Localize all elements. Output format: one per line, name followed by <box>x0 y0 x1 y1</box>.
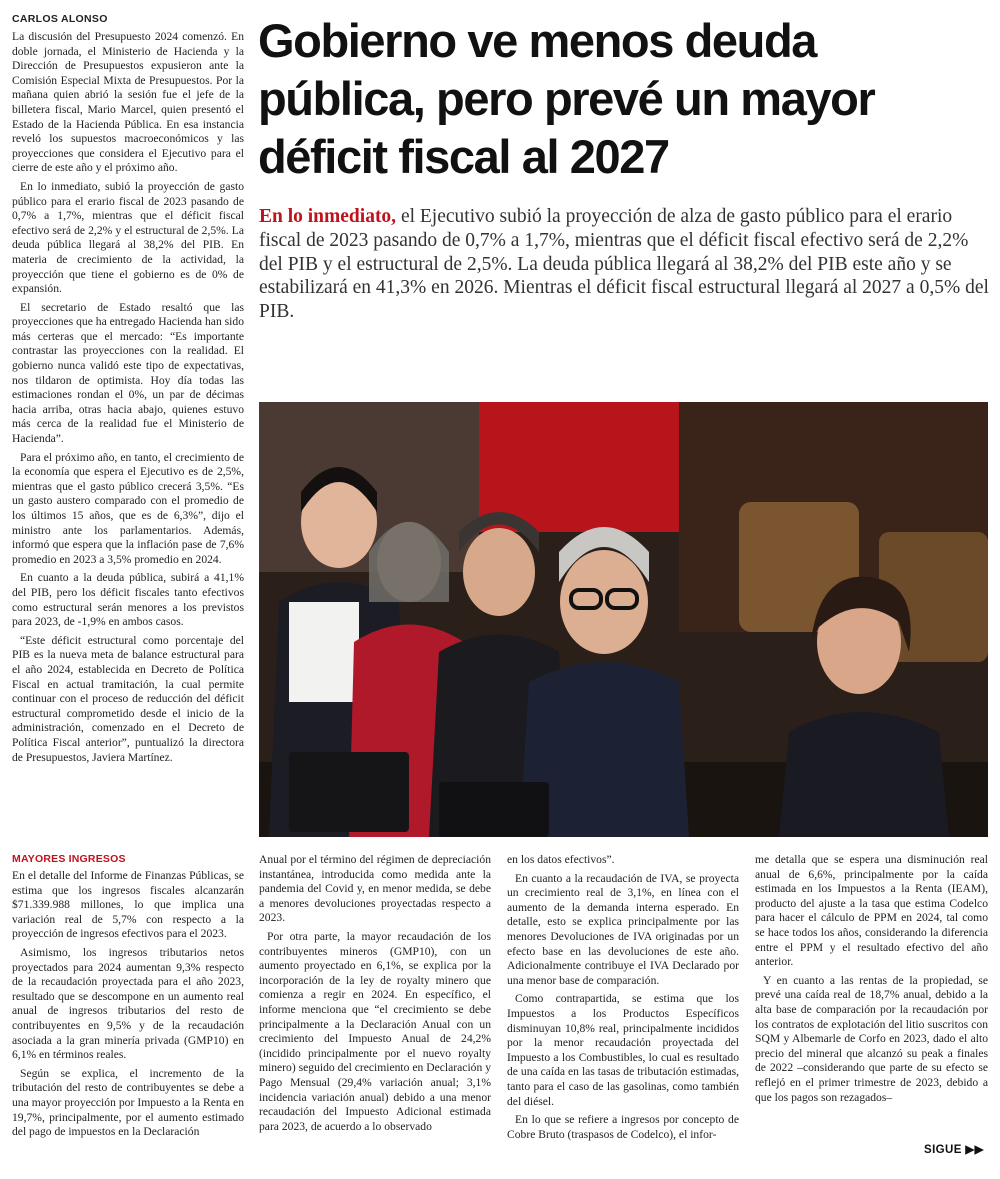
press-photo <box>259 402 988 837</box>
paragraph: En cuanto a la deuda pública, subirá a 41,1% del PIB, pero los déficit fiscales tanto efectivos como estructural serán menores a los previstos para 2023, de -1,9% en ambos casos. <box>12 571 244 629</box>
paragraph: me detalla que se espera una disminución real anual de 6,6%, principalmente por la caída estimada en los Impuestos a la Renta (IEAM), producto del ajuste a la tasa que estima Codelco para hacer el cálculo de PPM en 2024, tal como se hace todos los años, considerando la diferencia entre el PPM y el resultado efectivo del año anterior. <box>755 853 988 969</box>
paragraph: Para el próximo año, en tanto, el crecimiento de la economía que espera el Ejecutivo es de 2,5%, mientras que el gasto público crecerá 3,5%. “Es un gasto austero comparado con el promedio de los últimos 15 años, que es de 6,3%”, dijo el ministro ante los parlamentarios. Además, informó que espera que la inflación pase de 7,6% promedio en 2023 a 3,5% promedio en 2024. <box>12 450 244 566</box>
lede-highlight: En lo inmediato, <box>259 206 397 227</box>
paragraph: El secretario de Estado resaltó que las proyecciones que ha entregado Hacienda han sido más certeras que el mercado: “Es importante contrastar las proyecciones con la realidad. El gobierno nunca validó este tipo de expectativas, nos tildaron de optimista. Hoy día todas las estimaciones rondan el 0%, un par de décimas hacia arriba, otras hacia abajo, quienes estuvo más cerca de la realidad fue el Ministerio de Hacienda”. <box>12 300 244 446</box>
bottom-column-2 <box>259 853 491 1138</box>
paragraph: En lo inmediato, subió la proyección de gasto público para el erario fiscal de 2023 pasando de 0,7% a 1,7%, mientras que el déficit fiscal efectivo será de 2,2% y el estructural de 2,5%. La deuda pública llegará al 38,2% del PIB. En materia de crecimiento de la actividad, la proyección que tiene el gobierno es de 0% de expansión. <box>12 179 244 296</box>
paragraph: Asimismo, los ingresos tributarios netos proyectados para 2024 aumentan 9,3% respecto de la recaudación proyectada para el año 2023, resultado que se descompone en un aumento real anual de ingresos tributarios del resto de contribuyentes en 9,5% y de la recaudación asociada a la gran minería privada (GMP10) en 6,1% en términos reales. <box>12 945 244 1062</box>
double-arrow-right-icon: ▶▶ <box>965 1144 984 1156</box>
subhead-mayores-ingresos: MAYORES INGRESOS <box>12 853 126 865</box>
headline: Gobierno ve menos deuda pública, pero prevé un mayor déficit fiscal al 2027 <box>258 14 875 183</box>
paragraph: En lo que se refiere a ingresos por concepto de Cobre Bruto (traspasos de Codelco), el infor- <box>507 1113 739 1141</box>
paragraph: Como contrapartida, se estima que los Impuestos a los Productos Específicos disminuyan 10,8% real, principalmente incididos por la menor recaudación proyectada del Impuesto a los Combustibles, lo cual es resultado de una caída en las tasas de tributación estimadas, tanto para el caso de las gasolinas, como también del diésel. <box>507 992 739 1108</box>
paragraph: en los datos efectivos”. <box>507 853 615 866</box>
officials-at-table-image <box>259 402 988 837</box>
paragraph: Y en cuanto a las rentas de la propiedad, se prevé una caída real de 18,7% anual, debido a la alta base de comparación por la recaudación por los contratos de explotación del litio suscritos con SQM y Albemarle de Corfo en 2023, dado el alto precio del mineral que alcanzó su peak a finales de 2022 –considerando que parte de su efecto se reflejó en el primer trimestre de 2023, debido a que los pagos son rezagados– <box>755 973 988 1104</box>
bottom-column-3 <box>507 853 739 1146</box>
left-column <box>12 30 244 769</box>
bottom-column-1 <box>12 869 244 1144</box>
lede <box>259 205 989 324</box>
byline: CARLOS ALONSO <box>12 13 108 25</box>
paragraph: Anual por el término del régimen de depreciación instantánea, introducida como medida ante la pandemia del Covid y, en menor medida, se debe a menores devoluciones proyectadas respecto a 2023. <box>259 853 491 925</box>
paragraph: La discusión del Presupuesto 2024 comenzó. En doble jornada, el Ministerio de Hacienda y la Dirección de Presupuestos expusieron ante la Comisión Especial Mixta de Presupuestos. Por la mañana quien abrió la sesión fue el jefe de la billetera fiscal, Mario Marcel, quien presentó el Estado de la Hacienda Pública. En esa instancia reveló los supuestos macroeconómicos y las proyecciones que considera el Ejecutivo para el cierre de este año y el próximo año. <box>12 30 244 175</box>
paragraph: En el detalle del Informe de Finanzas Públicas, se estima que los ingresos fiscales alcanzarán $71.339.988 millones, lo que implica una variación real de 5,7% con respecto a la proyección de ingresos efectivos para el 2023. <box>12 869 244 941</box>
lede-text: el Ejecutivo subió la proyección de alza de gasto público para el erario fiscal de 2023 pasando de 0,7% a 1,7%, mientras que el déficit fiscal efectivo será de 2,2% del PIB y el estructural de 2,5%. La deuda pública llegará al 38,2% del PIB este año y se estabilizará en 41,3% en 2026. Mientras el déficit fiscal estructural llegará al 2027 a 0,5% del PIB. <box>259 206 989 323</box>
bottom-column-4 <box>755 853 988 1109</box>
continue-label <box>924 1142 984 1156</box>
paragraph: Según se explica, el incremento de la tributación del resto de contribuyentes se debe a una mayor proyección por Impuesto a la Renta en 19,7%, principalmente, por el aumento estimado del pago de impuestos en la Declaración <box>12 1066 244 1139</box>
paragraph: En cuanto a la recaudación de IVA, se proyecta un crecimiento real de 3,1%, en línea con el aumento de la demanda interna esperado. En detalle, esto se explica principalmente por las menores Devoluciones de IVA originadas por un efecto base en las devoluciones de este año. Adicionalmente contribuye el IVA Declarado por una menor base de comparación. <box>507 871 739 987</box>
paragraph: Por otra parte, la mayor recaudación de los contribuyentes mineros (GMP10), con un aumento proyectado en 6,1%, se explica por la incorporación de la ley de royalty minero que comienza a regir en 2024. En específico, el informe menciona que “el crecimiento se debe principalmente a la Declaración Anual con un crecimiento del Impuesto Anual de 24,2% (incidido principalmente por el nuevo royalty minero) seguido del crecimiento en Declaración y Pago Mensual (29,4% variación anual; 3,1% incidencia variación anual) debido a una menor recaudación del Impuesto Adicional estimada para 2023, de acuerdo a lo observado <box>259 929 491 1133</box>
sigue-text: SIGUE <box>924 1144 962 1156</box>
paragraph: “Este déficit estructural como porcentaje del PIB es la nueva meta de balance estructural para el año 2024, establecida en Decreto de Política Fiscal en actual tramitación, la cual permite continuar con el proceso de reducción del déficit estructural comprometido desde el inicio de la administración, comenzado en el Decreto de Política Fiscal anterior”, puntualizó la directora de Presupuestos, Javiera Martínez. <box>12 633 244 764</box>
